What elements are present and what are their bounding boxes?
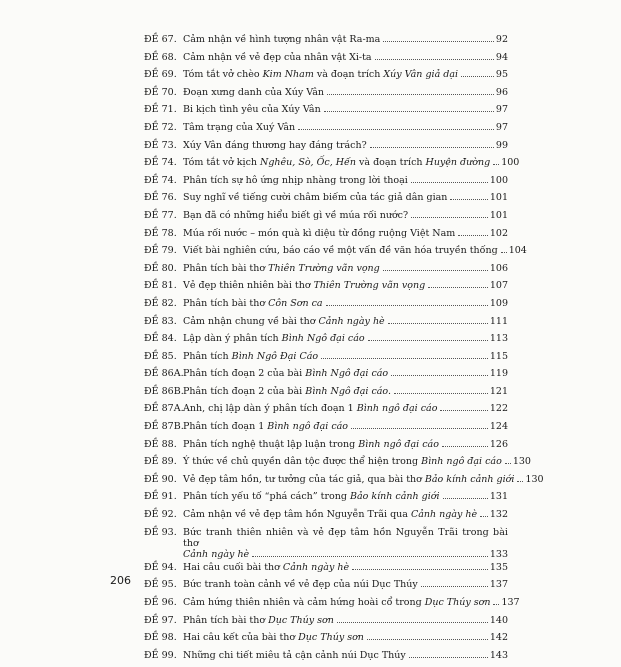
toc-title-italic-segment: Cảnh ngày hè <box>410 509 478 521</box>
toc-title-segment: Xúy Vân đáng thương hay đáng trách? <box>183 139 367 151</box>
toc-entry-body <box>183 368 508 379</box>
toc-entry-title <box>183 562 349 573</box>
toc-entry-number: ĐỀ 69. <box>144 69 177 81</box>
dot-leader <box>383 270 488 271</box>
toc-entry-number: ĐỀ 86B. <box>144 385 184 397</box>
toc-entry-title <box>183 403 437 414</box>
toc-entry-body <box>183 421 508 432</box>
toc-title-segment: Ý thức về chủ quyền dân tộc được thể hiện trong <box>183 456 422 468</box>
dot-leader <box>394 393 488 394</box>
toc-entry <box>144 403 508 421</box>
toc-entry-body <box>183 386 508 397</box>
toc-entry-title <box>183 210 408 221</box>
toc-title-segment: Phân tích bài thơ <box>183 297 269 309</box>
toc-title-italic-segment: Cảnh ngày hè <box>318 315 385 327</box>
toc-entry-number: ĐỀ 79. <box>144 245 177 257</box>
toc-title-segment: Đoạn xưng danh của Xúy Vân <box>183 86 325 98</box>
toc-title-segment: Cảm hứng thiên nhiên và cảm hứng hoài cổ trong <box>183 597 425 608</box>
toc-title-italic-segment: Bình Ngô đại cáo <box>281 333 365 345</box>
toc-entry-number: ĐỀ 92. <box>144 509 177 521</box>
toc-entry-body <box>183 298 508 309</box>
toc-entry-body <box>183 615 508 626</box>
toc-entry-body <box>183 527 508 560</box>
toc-entry-page: 133 <box>489 548 508 560</box>
toc-entry <box>144 122 508 140</box>
toc-entry <box>144 104 508 122</box>
toc-entry-body <box>183 52 508 63</box>
toc-entry-page: 115 <box>489 350 508 362</box>
toc-title-italic-segment: Cảnh ngày hè <box>183 548 250 560</box>
toc-entry-number: ĐỀ 71. <box>144 104 177 116</box>
toc-entry-number: ĐỀ 85. <box>144 350 177 362</box>
toc-entry <box>144 632 508 650</box>
toc-entry <box>144 386 508 404</box>
toc-title-segment: Múa rối nước – món quà kì diệu từ đồng ruộng Việt Nam <box>183 227 456 239</box>
toc-entry-page: 94 <box>495 51 508 63</box>
toc-title-italic-segment: Thiên Trường vãn vọng <box>268 262 380 274</box>
dot-leader <box>324 111 494 112</box>
toc-entry-number: ĐỀ 87A. <box>144 403 184 415</box>
dot-leader <box>443 498 488 499</box>
toc-entry-title <box>183 122 295 133</box>
toc-entry-body <box>183 192 508 203</box>
toc-entry <box>144 439 508 457</box>
toc-entry <box>144 298 508 316</box>
dot-leader <box>428 287 488 288</box>
toc-entry-body <box>183 228 508 239</box>
toc-title-italic-segment: Bình Ngô đại cáo <box>305 368 389 380</box>
toc-entry-body <box>183 597 520 608</box>
dot-leader <box>493 604 499 605</box>
toc-entry-number: ĐỀ 86A. <box>144 368 184 380</box>
toc-entry <box>144 473 544 492</box>
toc-title-segment: Hai câu cuối bài thơ <box>183 561 283 573</box>
toc-entry-number: ĐỀ 91. <box>144 491 177 503</box>
toc-entry <box>144 615 508 633</box>
toc-entry <box>144 597 520 615</box>
toc-title-segment: Bi kịch tình yêu của Xúy Vân <box>183 104 321 116</box>
toc-entry-body <box>183 122 508 133</box>
toc-entry-page: 101 <box>489 209 508 221</box>
toc-entry-page: 140 <box>489 614 508 626</box>
toc-entry-title <box>183 474 514 485</box>
toc-entry <box>144 34 508 52</box>
toc-entry-page: 124 <box>489 421 508 433</box>
toc-entry-page: 131 <box>489 491 508 503</box>
toc-title-segment: Phân tích bài thơ <box>183 614 269 626</box>
toc-entry-title <box>183 509 477 520</box>
toc-title-italic-segment: Huyện đường <box>425 157 491 169</box>
toc-entry-title <box>183 298 323 309</box>
toc-title-segment: Bức tranh toàn cảnh về vẻ đẹp của núi Dục Thúy <box>183 579 418 591</box>
toc-entry <box>144 192 508 210</box>
toc-entry-number: ĐỀ 80. <box>144 262 177 274</box>
dot-leader <box>480 516 488 517</box>
toc-title-segment: Suy nghĩ về tiếng cười châm biếm của tác giả dân gian <box>183 192 448 204</box>
toc-entry <box>144 263 508 281</box>
toc-title-italic-segment: Dục Thúy sơn <box>424 597 491 608</box>
toc-entry-number: ĐỀ 84. <box>144 333 177 345</box>
toc-entry-number: ĐỀ 96. <box>144 597 177 608</box>
toc-entry <box>144 456 531 474</box>
toc-entry <box>144 228 508 246</box>
toc-entry <box>144 351 508 369</box>
toc-entry <box>144 69 508 87</box>
toc-entry-number: ĐỀ 89. <box>144 456 177 468</box>
dot-leader <box>442 446 488 447</box>
toc-entry-page: 130 <box>512 456 531 468</box>
toc-title-segment: Vẻ đẹp thiên nhiên bài thơ <box>183 280 314 292</box>
toc-entry-page: 92 <box>495 34 508 45</box>
dot-leader <box>517 481 523 482</box>
toc-entry-page: 106 <box>489 262 508 274</box>
toc-entry <box>144 333 508 351</box>
toc-entry-body <box>183 439 508 450</box>
toc-entry-body <box>183 34 508 45</box>
toc-entry <box>144 245 527 263</box>
toc-entry-number: ĐỀ 83. <box>144 315 177 327</box>
toc-title-segment: Lập dàn ý phân tích <box>183 333 282 345</box>
dot-leader <box>411 182 488 183</box>
toc-entry-title <box>183 579 418 590</box>
toc-entry-body <box>183 491 508 502</box>
dot-leader <box>298 129 494 130</box>
toc-entry-body <box>183 263 508 274</box>
toc-entry-number: ĐỀ 73. <box>144 139 177 151</box>
toc-title-italic-segment: Thiên Trường vãn vọng <box>313 280 426 292</box>
toc-entry-title <box>183 280 425 291</box>
dot-leader <box>327 94 494 95</box>
toc-entry-body <box>183 316 508 327</box>
dot-leader <box>326 305 488 306</box>
table-of-contents <box>144 34 544 667</box>
toc-entry-number: ĐỀ 88. <box>144 438 177 450</box>
dot-leader <box>252 556 488 557</box>
toc-title-italic-segment: Kim Nham <box>262 69 314 81</box>
toc-entry-title <box>183 549 249 560</box>
dot-leader <box>440 410 487 411</box>
page-number-folio: 206 <box>110 574 131 587</box>
toc-entry-body <box>183 650 508 661</box>
toc-title-segment: Cảm nhận chung về bài thơ <box>183 315 319 327</box>
toc-entry-title <box>183 650 406 661</box>
toc-entry-number: ĐỀ 87B. <box>144 421 184 433</box>
toc-title-italic-segment: Nghêu, Sò, Ốc, Hến <box>260 157 356 169</box>
dot-leader <box>321 358 488 359</box>
toc-title-italic-segment: Bình ngô đại cáo <box>421 456 502 468</box>
toc-entry-number: ĐỀ 76. <box>144 192 177 204</box>
toc-entry-page: 109 <box>489 297 508 309</box>
toc-entry-number: ĐỀ 67. <box>144 34 177 45</box>
toc-title-italic-segment: Dục Thúy sơn <box>268 614 334 626</box>
toc-entry-page: 130 <box>525 473 544 485</box>
toc-title-segment: Phân tích yếu tố “phá cách” trong <box>183 491 350 503</box>
toc-title-segment: Phân tích đoạn 2 của bài <box>183 368 306 380</box>
toc-entry-page: 97 <box>495 104 508 116</box>
toc-entry <box>144 157 520 175</box>
toc-entry-page: 97 <box>495 121 508 133</box>
toc-entry-page: 142 <box>489 632 508 644</box>
toc-entry <box>144 509 508 527</box>
toc-entry-body <box>183 333 508 344</box>
toc-title-segment: Phân tích bài thơ <box>183 262 269 274</box>
toc-entry-body <box>183 104 508 115</box>
toc-entry-body <box>183 87 508 98</box>
toc-entry-number: ĐỀ 93. <box>144 526 177 538</box>
toc-entry-title <box>183 386 391 397</box>
dot-leader <box>352 569 488 570</box>
toc-title-italic-segment: Bình Ngô đại cáo. <box>305 385 392 397</box>
toc-entry-title <box>183 245 498 256</box>
toc-entry <box>144 280 508 298</box>
toc-entry-body <box>183 632 508 643</box>
toc-entry-page: 126 <box>489 438 508 450</box>
toc-entry-number: ĐỀ 99. <box>144 649 177 661</box>
toc-entry-body <box>183 280 508 291</box>
toc-entry-title <box>183 69 458 80</box>
toc-entry <box>144 87 508 105</box>
toc-entry-title <box>183 263 380 274</box>
toc-entry-body <box>183 157 520 169</box>
toc-title-italic-segment: Bình ngô đại cáo <box>267 421 349 433</box>
dot-leader <box>458 235 488 236</box>
toc-entry-title <box>183 421 348 432</box>
toc-entry-number: ĐỀ 98. <box>144 632 177 644</box>
toc-entry-body <box>183 562 508 573</box>
dot-leader <box>368 340 488 341</box>
dot-leader <box>383 41 494 42</box>
toc-title-segment: Những chi tiết miêu tả cận cảnh núi Dục Thúy <box>183 649 406 661</box>
toc-entry <box>144 175 508 193</box>
dot-leader <box>505 463 511 464</box>
toc-entry-body <box>183 210 508 221</box>
dot-leader <box>367 639 488 640</box>
toc-entry-page: 100 <box>489 174 508 186</box>
toc-entry-number: ĐỀ 68. <box>144 51 177 63</box>
toc-entry-body <box>183 140 508 151</box>
toc-entry-title <box>183 104 321 115</box>
toc-entry-title <box>183 439 439 450</box>
toc-entry <box>144 527 508 562</box>
toc-entry-page: 111 <box>489 315 508 327</box>
toc-entry-number: ĐỀ 74. <box>144 174 177 186</box>
toc-title-segment: Tâm trạng của Xuý Vân <box>183 121 296 133</box>
toc-title-segment: Cảm nhận về hình tượng nhân vật Ra-ma <box>183 34 381 45</box>
toc-entry-body <box>183 351 508 362</box>
toc-entry-page: 101 <box>489 192 508 204</box>
toc-title-segment: Cảm nhận về vẻ đẹp tâm hồn Nguyễn Trãi qua <box>183 509 411 521</box>
dot-leader <box>370 147 494 148</box>
toc-title-italic-segment: Bảo kính cảnh giới <box>349 491 440 503</box>
toc-entry-number: ĐỀ 74. <box>144 157 177 169</box>
dot-leader <box>493 164 499 165</box>
toc-entry <box>144 421 508 439</box>
toc-entry-title <box>183 368 388 379</box>
toc-title-italic-segment: Xúy Vân giả dại <box>383 69 459 81</box>
toc-title-segment: và đoạn trích <box>356 157 426 169</box>
toc-entry-title <box>183 34 380 45</box>
toc-entry-page: 95 <box>495 69 508 81</box>
toc-title-segment: Phân tích đoạn 1 <box>183 421 268 433</box>
toc-entry-title <box>183 351 318 362</box>
toc-title-italic-segment: Bình Ngô Đại Cáo <box>231 350 319 362</box>
dot-leader <box>409 657 488 658</box>
toc-entry-body <box>183 509 508 520</box>
toc-title-italic-segment: Bình ngô đại cáo <box>358 438 439 450</box>
toc-entry-title <box>183 228 455 239</box>
dot-leader <box>461 76 494 77</box>
toc-entry-title <box>183 316 385 327</box>
toc-entry-title <box>183 597 490 608</box>
toc-entry-title <box>183 632 364 643</box>
toc-title-italic-segment: Bình ngô đại cáo <box>356 403 438 415</box>
toc-entry-page: 122 <box>489 403 508 415</box>
dot-leader <box>411 217 488 218</box>
toc-entry-number: ĐỀ 72. <box>144 121 177 133</box>
dot-leader <box>375 59 494 60</box>
toc-entry-body <box>183 456 531 468</box>
toc-entry-title <box>183 456 502 467</box>
toc-entry-title-line: Bức tranh thiên nhiên và vẻ đẹp tâm hồn Nguyễn Trãi trong bài thơ <box>183 526 508 549</box>
toc-entry-page: 104 <box>508 245 527 257</box>
toc-entry-title <box>183 192 447 203</box>
toc-title-segment: Phân tích nghệ thuật lập luận trong <box>183 438 359 450</box>
toc-title-segment: Viết bài nghiên cứu, báo cáo về một vấn đề văn hóa truyền thống <box>183 245 498 257</box>
toc-title-italic-segment: Dục Thúy sơn <box>298 632 364 644</box>
toc-entry-title <box>183 87 324 98</box>
toc-entry-page: 96 <box>495 86 508 98</box>
toc-entry-title <box>183 140 367 151</box>
toc-entry-number: ĐỀ 95. <box>144 579 177 591</box>
toc-entry-page: 135 <box>489 561 508 573</box>
toc-entry-number: ĐỀ 70. <box>144 86 177 98</box>
toc-title-segment: Hai câu kết của bài thơ <box>183 632 299 644</box>
toc-title-italic-segment: Côn Sơn ca <box>268 297 323 309</box>
toc-title-segment: Tóm tắt vở chèo <box>183 69 263 81</box>
toc-title-segment: Tóm tắt vở kịch <box>183 157 261 169</box>
dot-leader <box>391 375 488 376</box>
toc-entry <box>144 491 508 509</box>
toc-entry <box>144 140 508 158</box>
toc-title-segment: Anh, chị lập dàn ý phân tích đoạn 1 <box>183 403 357 415</box>
toc-entry-page: 119 <box>489 368 508 380</box>
toc-entry-title <box>183 52 372 63</box>
toc-entry-title <box>183 615 334 626</box>
toc-entry-title <box>183 157 490 168</box>
toc-entry-title <box>183 175 408 186</box>
toc-entry-page: 137 <box>501 597 520 608</box>
toc-entry-number: ĐỀ 77. <box>144 209 177 221</box>
toc-title-italic-segment: Cảnh ngày hè <box>282 561 350 573</box>
toc-entry-number: ĐỀ 78. <box>144 227 177 239</box>
toc-entry-page: 121 <box>489 385 508 397</box>
toc-entry-number: ĐỀ 81. <box>144 280 177 292</box>
toc-entry-number: ĐỀ 97. <box>144 614 177 626</box>
toc-entry <box>144 210 508 228</box>
toc-title-segment: Phân tích đoạn 2 của bài <box>183 385 306 397</box>
dot-leader <box>421 586 488 587</box>
toc-entry-page: 143 <box>489 649 508 661</box>
toc-entry <box>144 316 508 334</box>
dot-leader <box>351 428 488 429</box>
toc-entry <box>144 579 508 597</box>
dot-leader <box>337 622 488 623</box>
toc-title-segment: Cảm nhận về vẻ đẹp của nhân vật Xi-ta <box>183 51 372 63</box>
toc-entry-page: 102 <box>489 227 508 239</box>
toc-title-segment: Vẻ đẹp tâm hồn, tư tưởng của tác giả, qua bài thơ <box>183 473 425 485</box>
toc-entry-body <box>183 69 508 80</box>
toc-title-italic-segment: Bảo kính cảnh giới <box>424 473 515 485</box>
toc-entry-body <box>183 579 508 590</box>
toc-entry-body <box>183 403 508 414</box>
toc-entry-title-continuation <box>183 549 508 560</box>
toc-entry-title <box>183 333 365 344</box>
toc-entry-title <box>183 491 440 502</box>
toc-entry-page: 137 <box>489 579 508 591</box>
toc-entry-page: 107 <box>489 280 508 292</box>
toc-entry-body <box>183 175 508 186</box>
toc-entry <box>144 650 508 667</box>
toc-entry-page: 100 <box>501 157 520 169</box>
toc-entry-page: 132 <box>489 509 508 521</box>
toc-entry-number: ĐỀ 90. <box>144 473 177 485</box>
toc-entry-body <box>183 473 544 485</box>
toc-title-segment: Phân tích sự hô ứng nhịp nhàng trong lời thoại <box>183 174 408 186</box>
dot-leader <box>501 252 507 253</box>
toc-entry-number: ĐỀ 82. <box>144 297 177 309</box>
dot-leader <box>388 323 488 324</box>
toc-entry <box>144 52 508 70</box>
toc-entry-page: 99 <box>495 139 508 151</box>
toc-title-segment: Phân tích <box>183 350 232 362</box>
toc-entry <box>144 368 508 386</box>
toc-entry-number: ĐỀ 94. <box>144 561 177 573</box>
toc-title-segment: Bạn đã có những hiểu biết gì về múa rối nước? <box>183 209 409 221</box>
dot-leader <box>450 199 487 200</box>
toc-entry-page: 113 <box>489 333 508 345</box>
toc-entry-body <box>183 245 527 257</box>
toc-entry <box>144 562 508 580</box>
toc-title-segment: và đoạn trích <box>313 69 384 81</box>
